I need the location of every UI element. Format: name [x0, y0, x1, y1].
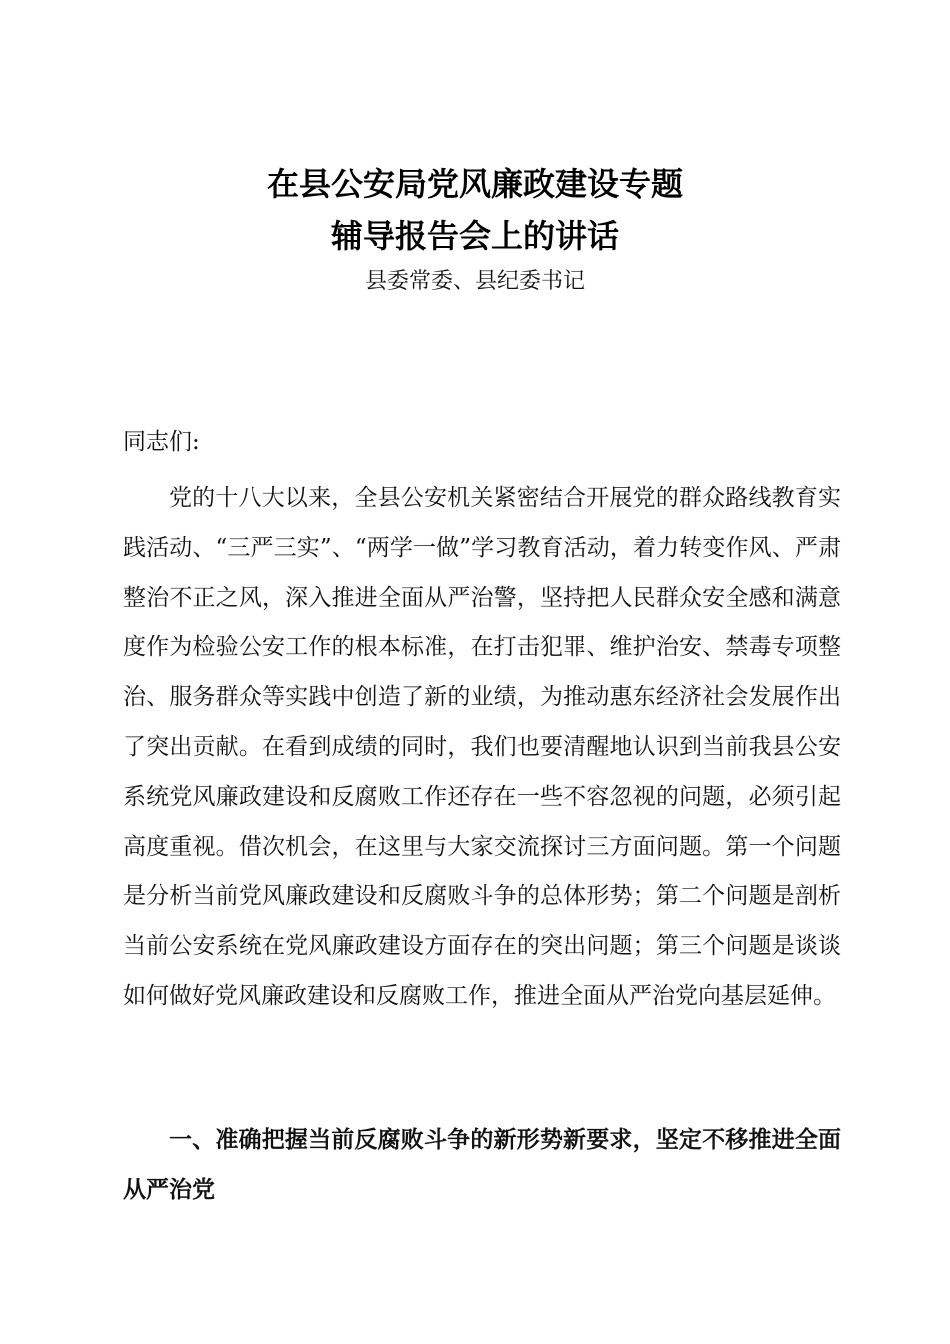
document-title-line-2: 辅导报告会上的讲话 — [330, 217, 619, 255]
speaker-byline: 县委常委、县纪委书记 — [364, 269, 585, 294]
body-paragraph: 党的十八大以来，全县公安机关紧密结合开展党的群众路线教育实践活动、“三严三实”、“两学一做”学习教育活动，着力转变作风、严肃整治不正之风，深入推进全面从严治警，坚持把人民群众安全感和满意度作为检验公安工作的根本标准，在打击犯罪、维护治安、禁毒专项整治、服务群众等实践中创造了新的业绩，为推动惠东经济社会发展作出了突出贡献。在看到成绩的同时，我们也要清醒地认识到当前我县公安系统党风廉政建设和反腐败工作还存在一些不容忽视的问题，必须引起高度重视。借次机会，在这里与大家交流探讨三方面问题。第一个问题是分析当前党风廉政建设和反腐败斗争的总体形势；第二个问题是剖析当前公安系统在党风廉政建设方面存在的突出问题；第三个问题是谈谈如何做好党风廉政建设和反腐败工作，推进全面从严治党向基层延伸。 — [123, 485, 841, 1009]
salutation: 同志们: — [123, 429, 200, 455]
section-heading-1: 一、准确把握当前反腐败斗争的新形势新要求，坚定不移推进全面从严治党 — [123, 1127, 841, 1203]
document-title-line-1: 在县公安局党风廉政建设专题 — [266, 165, 683, 203]
